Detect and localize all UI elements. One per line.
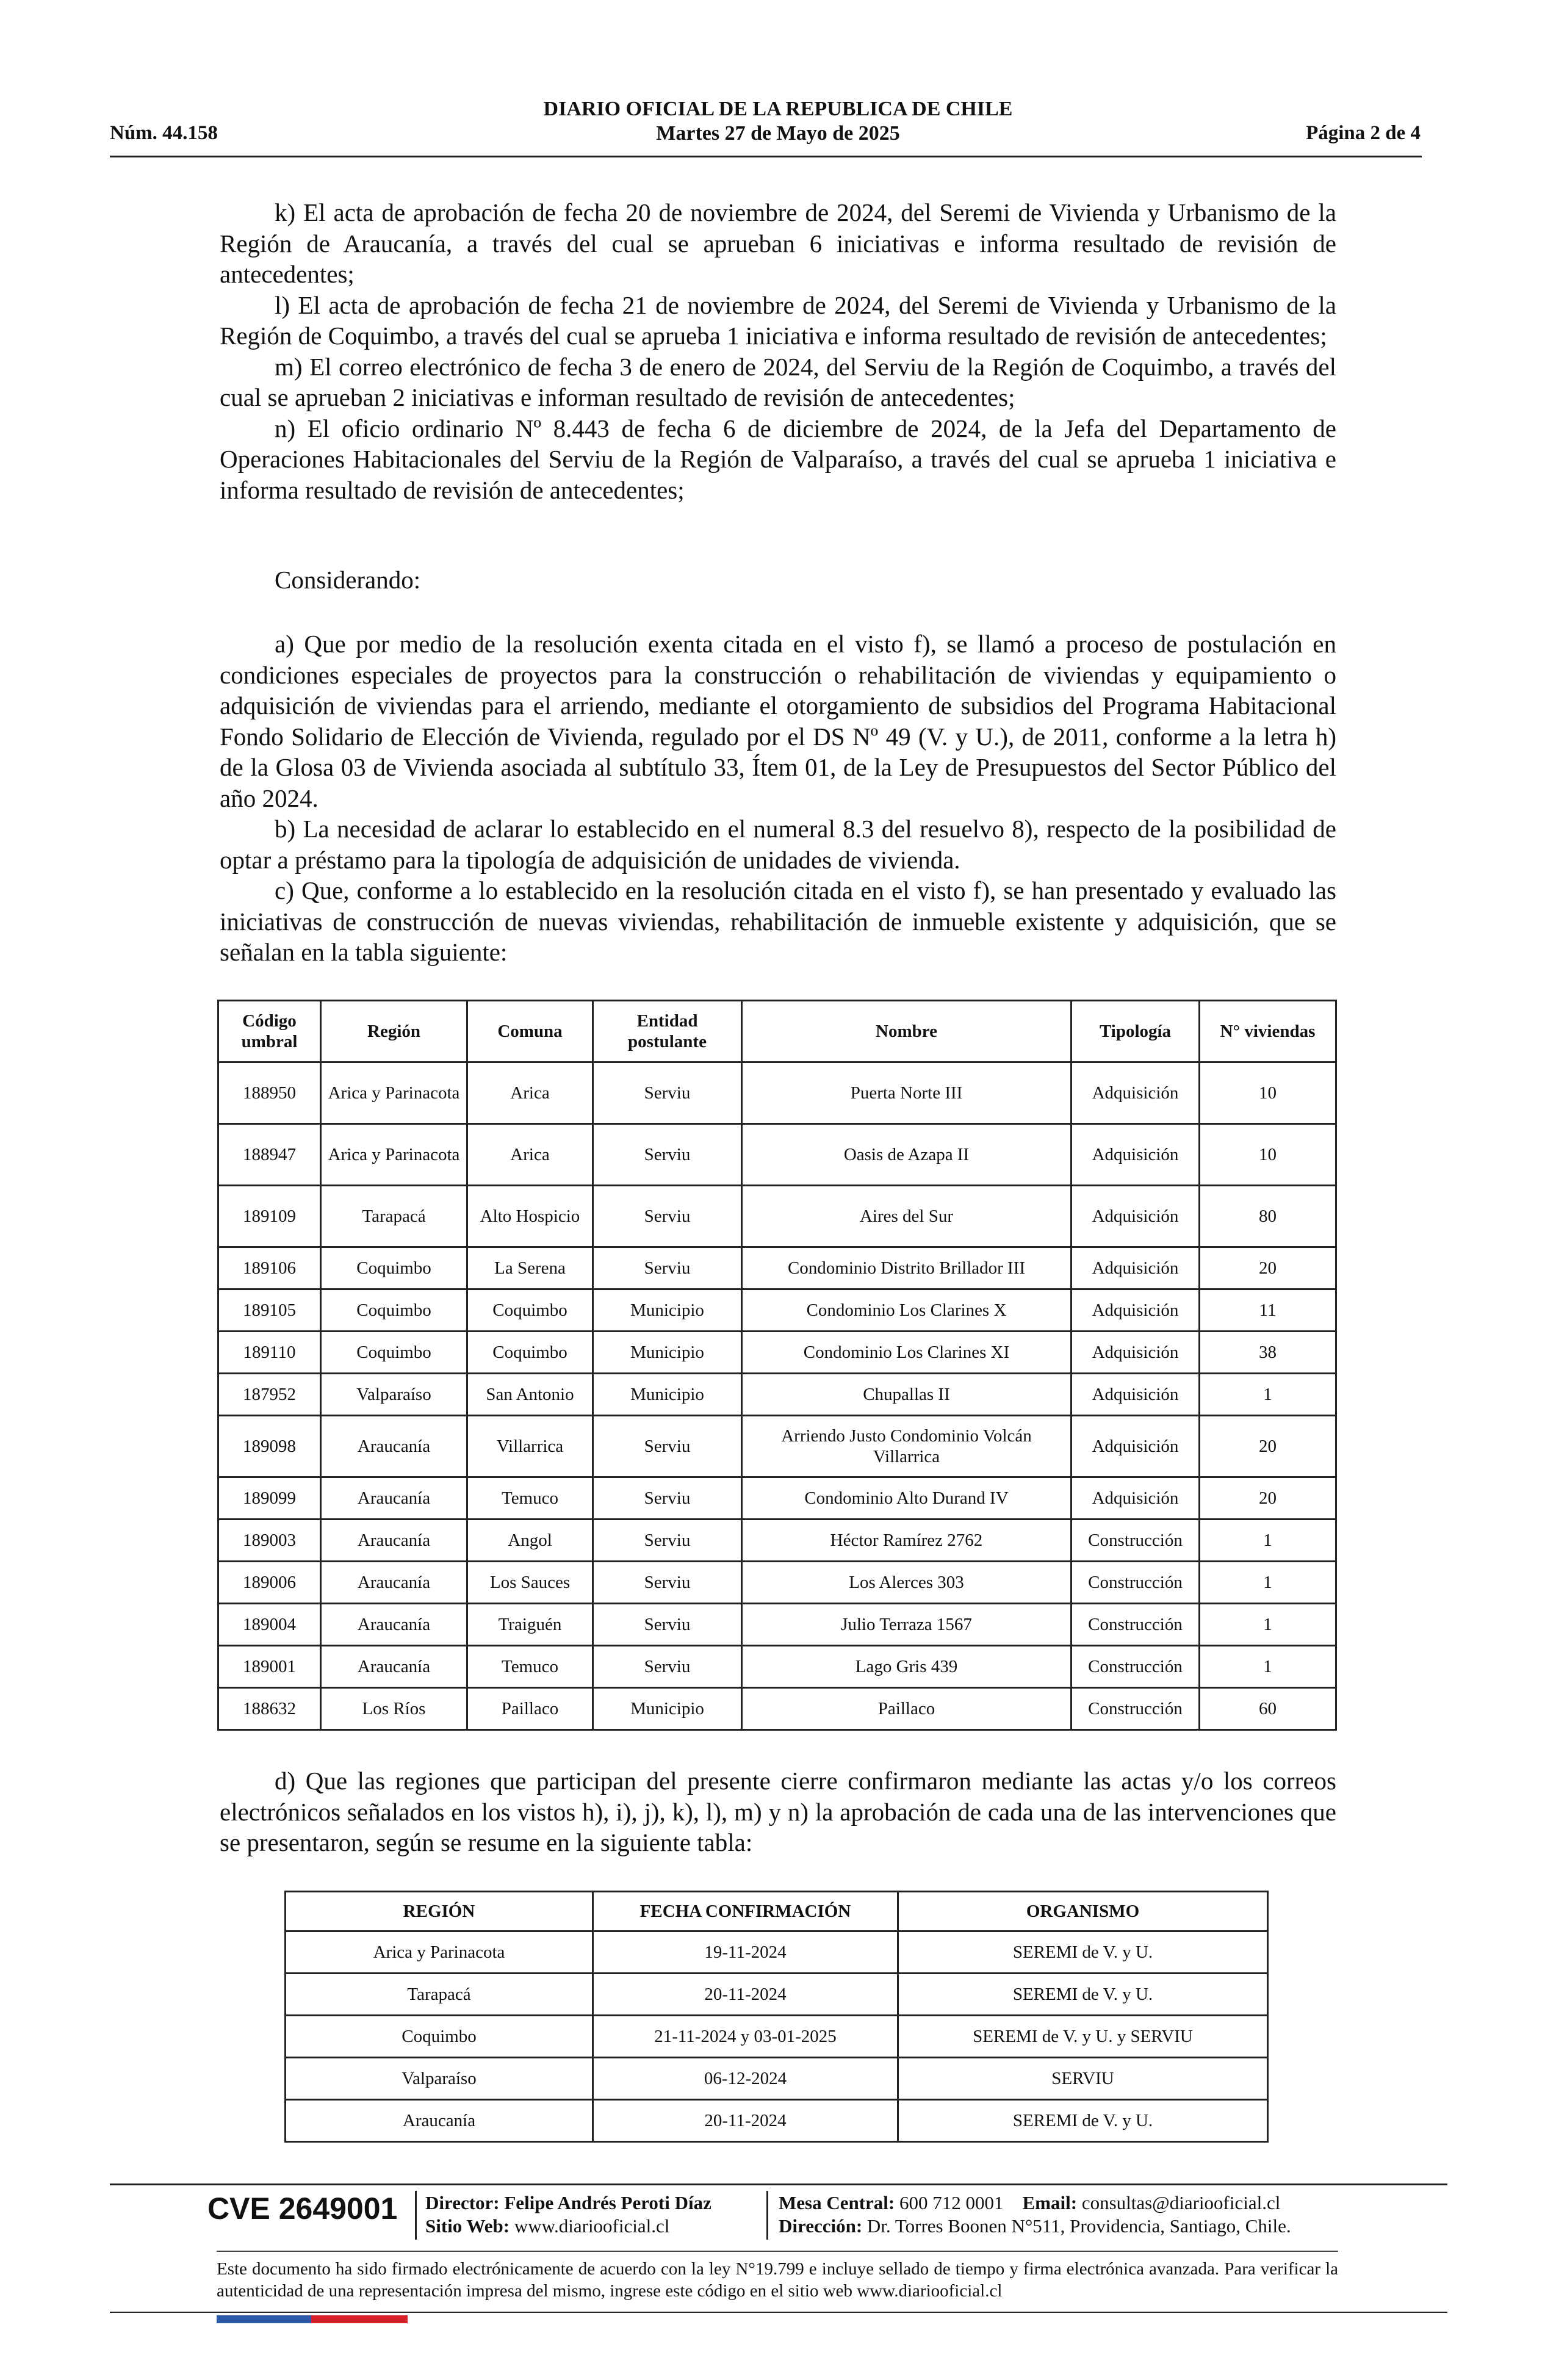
cell-comuna: Temuco [467, 1646, 593, 1688]
table-row [218, 1604, 1336, 1646]
table-row [218, 1062, 1336, 1124]
vistos-continuation [220, 197, 1336, 505]
cell-nombre: Héctor Ramírez 2762 [742, 1520, 1072, 1562]
cell-region: Araucanía [321, 1562, 467, 1604]
cell-entidad: Serviu [593, 1604, 742, 1646]
cell-tipologia: Adquisición [1072, 1247, 1200, 1289]
cell-comuna: Villarrica [467, 1416, 593, 1477]
cell-region: Coquimbo [286, 2016, 593, 2058]
cell-nombre: Oasis de Azapa II [742, 1124, 1072, 1186]
cell-viviendas: 20 [1200, 1416, 1336, 1477]
cell-tipologia: Adquisición [1072, 1124, 1200, 1186]
cell-organismo: SEREMI de V. y U. [898, 2100, 1268, 2142]
cell-entidad: Municipio [593, 1374, 742, 1416]
table-row [286, 1931, 1268, 1974]
col-header-codigo: Código umbral [218, 1001, 321, 1062]
footer-divider [110, 2183, 1447, 2185]
cell-tipologia: Adquisición [1072, 1374, 1200, 1416]
cell-nombre: Lago Gris 439 [742, 1646, 1072, 1688]
table-header-row [286, 1892, 1268, 1931]
cell-nombre: Aires del Sur [742, 1186, 1072, 1247]
address-value: Dr. Torres Boonen N°511, Providencia, Santiago, Chile. [866, 2215, 1291, 2237]
cell-comuna: Coquimbo [467, 1289, 593, 1332]
visto-l: l) El acta de aprobación de fecha 21 de noviembre de 2024, del Seremi de Vivienda y Urbanismo de la Región de Coquimbo, a través del cual se aprueba 1 iniciativa e informa resultado de revisión de antecedentes; [220, 290, 1336, 350]
cell-viviendas: 38 [1200, 1332, 1336, 1374]
table-row [286, 1974, 1268, 2016]
cell-entidad: Serviu [593, 1562, 742, 1604]
cell-comuna: Paillaco [467, 1688, 593, 1730]
cell-viviendas: 80 [1200, 1186, 1336, 1247]
cell-fecha: 21-11-2024 y 03-01-2025 [593, 2016, 898, 2058]
cell-viviendas: 10 [1200, 1062, 1336, 1124]
cell-codigo: 188950 [218, 1062, 321, 1124]
cell-region: Coquimbo [321, 1247, 467, 1289]
cell-entidad: Municipio [593, 1289, 742, 1332]
flag-stripe-red [311, 2315, 408, 2323]
cell-nombre: Condominio Alto Durand IV [742, 1477, 1072, 1520]
issue-number: Núm. 44.158 [110, 122, 218, 144]
cell-comuna: Angol [467, 1520, 593, 1562]
table-row [218, 1124, 1336, 1186]
table-row [286, 2100, 1268, 2142]
cell-tipologia: Adquisición [1072, 1289, 1200, 1332]
cell-region: Araucanía [321, 1477, 467, 1520]
footer-inner-divider [217, 2251, 1338, 2252]
cell-codigo: 189098 [218, 1416, 321, 1477]
cell-entidad: Serviu [593, 1416, 742, 1477]
table-row [218, 1289, 1336, 1332]
cell-fecha: 20-11-2024 [593, 2100, 898, 2142]
cell-viviendas: 20 [1200, 1477, 1336, 1520]
cell-viviendas: 1 [1200, 1520, 1336, 1562]
cell-comuna: Alto Hospicio [467, 1186, 593, 1247]
cell-entidad: Serviu [593, 1646, 742, 1688]
col-header-nombre: Nombre [742, 1001, 1072, 1062]
table-row [218, 1416, 1336, 1477]
cell-region: Araucanía [321, 1646, 467, 1688]
director-label: Director: [425, 2192, 500, 2213]
cell-viviendas: 60 [1200, 1688, 1336, 1730]
col-header-entidad: Entidad postulante [593, 1001, 742, 1062]
table-row [218, 1688, 1336, 1730]
cell-codigo: 189110 [218, 1332, 321, 1374]
cell-nombre: Los Alerces 303 [742, 1562, 1072, 1604]
cell-region: Araucanía [321, 1416, 467, 1477]
considerando-d-block [220, 1765, 1336, 1858]
footer-separator [415, 2191, 417, 2240]
footer-bottom-divider [110, 2312, 1447, 2313]
cell-region: Los Ríos [321, 1688, 467, 1730]
cell-nombre: Chupallas II [742, 1374, 1072, 1416]
footer-contact-block [779, 2191, 1291, 2238]
cell-entidad: Serviu [593, 1124, 742, 1186]
header-divider [110, 156, 1422, 157]
signature-note: Este documento ha sido firmado electrónicamente de acuerdo con la ley N°19.799 e incluye sellado de tiempo y firma electrónica avanzada. Para verificar la autenticidad de una representación impresa del mismo, ingrese este código en el sitio web www.diariooficial.cl [217, 2259, 1338, 2301]
cell-comuna: Los Sauces [467, 1562, 593, 1604]
considerando-c: c) Que, conforme a lo establecido en la resolución citada en el visto f), se han presentado y evaluado las iniciativas de construcción de nuevas viviendas, rehabilitación de inmueble existente y adquisición, que se señalan en la tabla siguiente: [220, 876, 1336, 966]
considerando-heading [220, 564, 1336, 596]
table-header-row [218, 1001, 1336, 1062]
confirmation-table [284, 1891, 1269, 2143]
cell-organismo: SEREMI de V. y U. [898, 1974, 1268, 2016]
cell-viviendas: 1 [1200, 1562, 1336, 1604]
cell-entidad: Serviu [593, 1520, 742, 1562]
cell-organismo: SERVIU [898, 2058, 1268, 2100]
footer-separator [766, 2191, 768, 2240]
table-row [218, 1186, 1336, 1247]
flag-stripe-blue [217, 2315, 311, 2323]
col-header-comuna: Comuna [467, 1001, 593, 1062]
cell-codigo: 189001 [218, 1646, 321, 1688]
table-row [286, 2016, 1268, 2058]
cell-entidad: Serviu [593, 1477, 742, 1520]
cell-comuna: Traiguén [467, 1604, 593, 1646]
visto-m: m) El correo electrónico de fecha 3 de enero de 2024, del Serviu de la Región de Coquimbo, a través del cual se aprueban 2 iniciativas e informan resultado de revisión de antecedentes; [220, 352, 1336, 411]
cell-entidad: Serviu [593, 1186, 742, 1247]
cell-tipologia: Adquisición [1072, 1062, 1200, 1124]
cell-comuna: Arica [467, 1062, 593, 1124]
cell-tipologia: Construcción [1072, 1562, 1200, 1604]
cell-nombre: Arriendo Justo Condominio Volcán Villarrica [742, 1416, 1072, 1477]
director-name: Felipe Andrés Peroti Díaz [504, 2192, 711, 2213]
publication-date: Martes 27 de Mayo de 2025 [656, 122, 900, 145]
cell-organismo: SEREMI de V. y U. [898, 1931, 1268, 1974]
cell-entidad: Serviu [593, 1062, 742, 1124]
cell-tipologia: Construcción [1072, 1604, 1200, 1646]
considerando-label: Considerando: [275, 566, 421, 594]
cell-tipologia: Construcción [1072, 1688, 1200, 1730]
cell-viviendas: 1 [1200, 1374, 1336, 1416]
table-row [218, 1562, 1336, 1604]
mesa-label: Mesa Central: [779, 2192, 895, 2213]
mesa-phone: 600 712 0001 [899, 2192, 1004, 2213]
cell-tipologia: Adquisición [1072, 1186, 1200, 1247]
cell-nombre: Paillaco [742, 1688, 1072, 1730]
page-indicator: Página 2 de 4 [1306, 122, 1421, 144]
table-row [218, 1247, 1336, 1289]
col-header-region: REGIÓN [286, 1892, 593, 1931]
cell-fecha: 19-11-2024 [593, 1931, 898, 1974]
table-row [218, 1477, 1336, 1520]
cve-code: CVE 2649001 [207, 2191, 398, 2226]
table-row [218, 1374, 1336, 1416]
cell-entidad: Serviu [593, 1247, 742, 1289]
cell-nombre: Condominio Los Clarines X [742, 1289, 1072, 1332]
web-label: Sitio Web: [425, 2215, 510, 2237]
footer-director-block [425, 2191, 711, 2238]
cell-viviendas: 1 [1200, 1604, 1336, 1646]
cell-region: Coquimbo [321, 1289, 467, 1332]
considerando-d: d) Que las regiones que participan del presente cierre confirmaron mediante las actas y/o los correos electrónicos señalados en los vistos h), i), j), k), l), m) y n) la aprobación de cada una de las intervenciones que se presentaron, según se resume en la siguiente tabla: [220, 1767, 1336, 1856]
cell-entidad: Municipio [593, 1688, 742, 1730]
cell-codigo: 189003 [218, 1520, 321, 1562]
email-link[interactable]: consultas@diariooficial.cl [1081, 2192, 1281, 2213]
initiatives-table [217, 1000, 1337, 1731]
table-row [286, 2058, 1268, 2100]
col-header-organismo: ORGANISMO [898, 1892, 1268, 1931]
cell-region: Arica y Parinacota [321, 1062, 467, 1124]
cell-region: Valparaíso [321, 1374, 467, 1416]
col-header-fecha: FECHA CONFIRMACIÓN [593, 1892, 898, 1931]
cell-tipologia: Adquisición [1072, 1416, 1200, 1477]
cell-tipologia: Adquisición [1072, 1332, 1200, 1374]
cell-viviendas: 11 [1200, 1289, 1336, 1332]
web-link[interactable]: www.diariooficial.cl [514, 2215, 670, 2237]
cell-organismo: SEREMI de V. y U. y SERVIU [898, 2016, 1268, 2058]
email-label: Email: [1022, 2192, 1078, 2213]
cell-codigo: 189004 [218, 1604, 321, 1646]
cell-viviendas: 10 [1200, 1124, 1336, 1186]
cell-nombre: Julio Terraza 1567 [742, 1604, 1072, 1646]
cell-fecha: 20-11-2024 [593, 1974, 898, 2016]
cell-region: Valparaíso [286, 2058, 593, 2100]
visto-n: n) El oficio ordinario Nº 8.443 de fecha 6 de diciembre de 2024, de la Jefa del Departamento de Operaciones Habitacionales del Serviu de la Región de Valparaíso, a través del cual se aprueba 1 iniciativa e informa resultado de revisión de antecedentes; [220, 414, 1336, 504]
cell-codigo: 189106 [218, 1247, 321, 1289]
col-header-region: Región [321, 1001, 467, 1062]
considerando-b: b) La necesidad de aclarar lo establecido en el numeral 8.3 del resuelvo 8), respecto de la posibilidad de optar a préstamo para la tipología de adquisición de unidades de vivienda. [220, 815, 1336, 874]
cell-region: Araucanía [286, 2100, 593, 2142]
cell-nombre: Condominio Distrito Brillador III [742, 1247, 1072, 1289]
cell-tipologia: Construcción [1072, 1520, 1200, 1562]
cell-tipologia: Adquisición [1072, 1477, 1200, 1520]
cell-region: Arica y Parinacota [321, 1124, 467, 1186]
visto-k: k) El acta de aprobación de fecha 20 de noviembre de 2024, del Seremi de Vivienda y Urbanismo de la Región de Araucanía, a través del cual se aprueban 6 iniciativas e informa resultado de revisión de antecedentes; [220, 198, 1336, 288]
cell-viviendas: 1 [1200, 1646, 1336, 1688]
address-label: Dirección: [779, 2215, 863, 2237]
cell-comuna: San Antonio [467, 1374, 593, 1416]
cell-entidad: Municipio [593, 1332, 742, 1374]
cell-comuna: La Serena [467, 1247, 593, 1289]
cell-comuna: Arica [467, 1124, 593, 1186]
cell-comuna: Temuco [467, 1477, 593, 1520]
cell-fecha: 06-12-2024 [593, 2058, 898, 2100]
table-row [218, 1646, 1336, 1688]
cell-nombre: Condominio Los Clarines XI [742, 1332, 1072, 1374]
considerando-a: a) Que por medio de la resolución exenta citada en el visto f), se llamó a proceso de postulación en condiciones especiales de proyectos para la construcción o rehabilitación de viviendas y equipamiento o adquisición de viviendas para el arriendo, mediante el otorgamiento de subsidios del Programa Habitacional Fondo Solidario de Elección de Vivienda, regulado por el DS Nº 49 (V. y U.), de 2011, conforme a la letra h) de la Glosa 03 de Vivienda asociada al subtítulo 33, Ítem 01, de la Ley de Presupuestos del Sector Público del año 2024. [220, 630, 1336, 812]
cell-codigo: 189006 [218, 1562, 321, 1604]
cell-comuna: Coquimbo [467, 1332, 593, 1374]
col-header-tipologia: Tipología [1072, 1001, 1200, 1062]
cell-region: Arica y Parinacota [286, 1931, 593, 1974]
cell-codigo: 188947 [218, 1124, 321, 1186]
cell-codigo: 188632 [218, 1688, 321, 1730]
cell-codigo: 189099 [218, 1477, 321, 1520]
cell-codigo: 187952 [218, 1374, 321, 1416]
considerandos [220, 629, 1336, 968]
cell-viviendas: 20 [1200, 1247, 1336, 1289]
cell-region: Tarapacá [286, 1974, 593, 2016]
cell-codigo: 189105 [218, 1289, 321, 1332]
cell-region: Tarapacá [321, 1186, 467, 1247]
cell-region: Coquimbo [321, 1332, 467, 1374]
cell-region: Araucanía [321, 1604, 467, 1646]
table-row [218, 1520, 1336, 1562]
cell-region: Araucanía [321, 1520, 467, 1562]
cell-nombre: Puerta Norte III [742, 1062, 1072, 1124]
cell-tipologia: Construcción [1072, 1646, 1200, 1688]
col-header-viviendas: N° viviendas [1200, 1001, 1336, 1062]
table-row [218, 1332, 1336, 1374]
cell-codigo: 189109 [218, 1186, 321, 1247]
publication-title: DIARIO OFICIAL DE LA REPUBLICA DE CHILE [543, 98, 1013, 120]
